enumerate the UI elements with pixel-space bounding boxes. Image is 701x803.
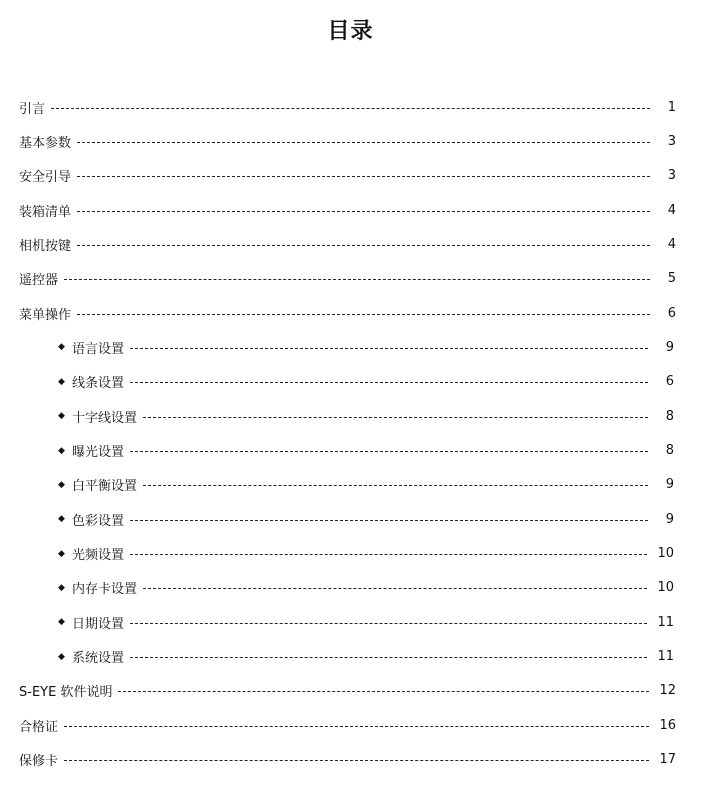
diamond-bullet-icon: ◆ <box>58 617 65 628</box>
toc-entry-page-number: 8 <box>665 443 674 458</box>
toc-entry-label: 内存卡设置 <box>72 582 138 598</box>
toc-entry[interactable] <box>58 372 674 392</box>
diamond-bullet-icon: ◆ <box>58 582 65 593</box>
toc-entry[interactable] <box>19 269 676 289</box>
dotted-leader <box>77 142 650 143</box>
dotted-leader <box>130 554 647 555</box>
toc-entry-label: 光频设置 <box>72 548 125 564</box>
toc-entry-page-number: 9 <box>665 511 674 527</box>
toc-entry[interactable] <box>58 612 674 632</box>
diamond-bullet-icon: ◆ <box>58 514 65 525</box>
toc-entry-label: 相机按键 <box>19 238 72 254</box>
toc-entry-page-number: 9 <box>665 339 674 355</box>
toc-entry-label: 合格证 <box>19 719 59 735</box>
toc-entry[interactable] <box>19 200 676 220</box>
toc-entry-page-number: 3 <box>667 168 676 184</box>
dotted-leader <box>130 382 648 383</box>
toc-entry[interactable] <box>58 544 674 564</box>
toc-entry-page-number: 17 <box>659 752 676 768</box>
toc-entry[interactable] <box>58 406 674 426</box>
dotted-leader <box>130 520 648 521</box>
dotted-leader <box>64 279 650 280</box>
toc-entry-label: 语言设置 <box>72 341 125 357</box>
dotted-leader <box>143 417 648 418</box>
toc-entry[interactable] <box>58 337 674 357</box>
toc-entry-label: 十字线设置 <box>72 410 138 426</box>
dotted-leader <box>51 108 650 109</box>
toc-entry-page-number: 4 <box>667 202 676 218</box>
toc-entry-label: 保修卡 <box>19 754 59 770</box>
dotted-leader <box>77 211 650 212</box>
toc-entry-page-number: 11 <box>657 649 674 665</box>
toc-entry-label: 色彩设置 <box>72 513 125 529</box>
toc-entry[interactable] <box>19 166 676 186</box>
dotted-leader <box>130 657 647 658</box>
toc-entry[interactable] <box>58 578 674 598</box>
dotted-leader <box>64 760 649 761</box>
dotted-leader <box>64 726 649 727</box>
toc-entry[interactable] <box>19 303 676 323</box>
toc-entry[interactable] <box>19 131 676 151</box>
toc-entry-label: S-EYE 软件说明 <box>19 685 113 701</box>
toc-entry-label: 曝光设置 <box>72 445 125 460</box>
diamond-bullet-icon: ◆ <box>58 342 65 353</box>
page-title: 目录 <box>327 19 374 44</box>
toc-entry[interactable] <box>58 509 674 529</box>
diamond-bullet-icon: ◆ <box>58 376 65 387</box>
toc-entry-label: 菜单操作 <box>19 307 72 323</box>
toc-entry-label: 基本参数 <box>19 135 72 151</box>
toc-entry[interactable] <box>58 647 674 667</box>
dotted-leader <box>77 314 650 315</box>
toc-entry[interactable] <box>58 475 674 495</box>
diamond-bullet-icon: ◆ <box>58 651 65 662</box>
toc-entry-page-number: 12 <box>659 683 676 699</box>
diamond-bullet-icon: ◆ <box>58 548 65 559</box>
dotted-leader <box>130 348 648 349</box>
toc-entry-page-number: 5 <box>667 271 676 287</box>
dotted-leader <box>77 176 650 177</box>
toc-entry[interactable] <box>58 441 674 461</box>
toc-entry[interactable] <box>19 681 676 701</box>
toc-entry-page-number: 11 <box>657 614 674 630</box>
diamond-bullet-icon: ◆ <box>58 479 65 490</box>
diamond-bullet-icon: ◆ <box>58 445 65 456</box>
dotted-leader <box>143 588 647 589</box>
toc-entry-page-number: 1 <box>667 99 676 115</box>
dotted-leader <box>130 623 647 624</box>
dotted-leader <box>118 691 649 692</box>
dotted-leader <box>143 485 648 486</box>
diamond-bullet-icon: ◆ <box>58 411 65 422</box>
toc-entry-label: 白平衡设置 <box>72 479 138 495</box>
toc-entry[interactable] <box>19 97 676 117</box>
toc-entry-page-number: 16 <box>659 717 676 733</box>
toc-entry-page-number: 4 <box>667 236 676 252</box>
toc-entry-page-number: 8 <box>665 408 674 424</box>
toc-entry-page-number: 6 <box>667 305 676 321</box>
toc-entry[interactable] <box>19 715 676 735</box>
toc-entry-page-number: 6 <box>665 374 674 390</box>
toc-entry-label: 线条设置 <box>72 376 125 392</box>
toc-entry-label: 遥控器 <box>19 273 59 289</box>
toc-entry-label: 系统设置 <box>72 651 125 667</box>
toc-entry[interactable] <box>19 750 676 770</box>
toc-entry-page-number: 9 <box>665 477 674 493</box>
toc-entry-page-number: 10 <box>657 580 674 596</box>
dotted-leader <box>77 245 650 246</box>
toc-entry-label: 引言 <box>19 101 46 117</box>
toc-entry-label: 日期设置 <box>72 616 125 632</box>
toc-entry-label: 安全引导 <box>19 170 72 186</box>
toc-entry-page-number: 10 <box>657 546 674 562</box>
toc-entry[interactable] <box>19 234 676 254</box>
dotted-leader <box>130 451 648 452</box>
toc-entry-label: 装箱清单 <box>19 204 72 220</box>
toc-entry-page-number: 3 <box>667 133 676 149</box>
